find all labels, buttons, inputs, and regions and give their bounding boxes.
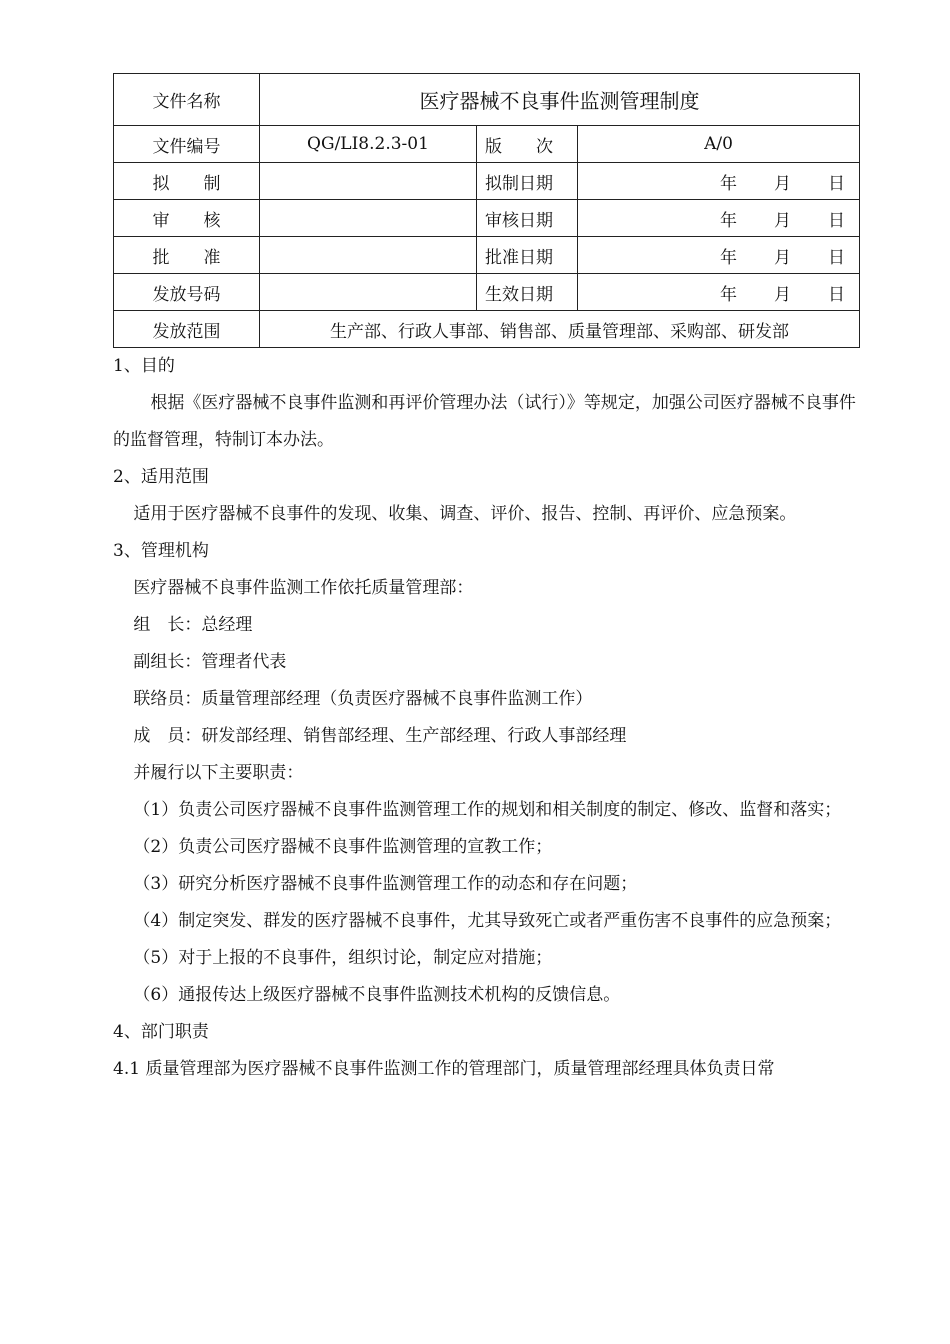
duty-item: （6）通报传达上级医疗器械不良事件监测技术机构的反馈信息。 bbox=[133, 985, 621, 1005]
section-1-text: 根据《医疗器械不良事件监测和再评价管理办法（试行）》等规定，加强公司医疗器械不良事件的监督管理，特制订本办法。 bbox=[113, 393, 856, 450]
draft-date-label: 拟制日期 bbox=[477, 163, 578, 200]
row-approver bbox=[114, 237, 860, 274]
row-issue-no bbox=[114, 274, 860, 311]
section-2-text: 适用于医疗器械不良事件的发现、收集、调查、评价、报告、控制、再评价、应急预案。 bbox=[133, 504, 797, 524]
scope-label: 发放范围 bbox=[114, 311, 260, 348]
drafter-label: 拟 制 bbox=[114, 163, 260, 200]
effective-date-label: 生效日期 bbox=[477, 274, 578, 311]
document-body bbox=[113, 348, 859, 1088]
draft-date-value: 年 月 日 bbox=[578, 163, 860, 200]
doc-no-label: 文件编号 bbox=[114, 126, 260, 163]
row-scope bbox=[114, 311, 860, 348]
document-control-table bbox=[113, 73, 860, 348]
section-4-title: 4、部门职责 bbox=[113, 1022, 209, 1042]
section-3-deputy: 副组长：管理者代表 bbox=[133, 652, 287, 672]
section-1-title: 1、目的 bbox=[113, 356, 175, 376]
doc-name-label: 文件名称 bbox=[114, 74, 260, 126]
section-3-duties-intro: 并履行以下主要职责： bbox=[133, 763, 304, 783]
section-4-1-text: 4.1 质量管理部为医疗器械不良事件监测工作的管理部门，质量管理部经理具体负责日常 bbox=[113, 1059, 775, 1079]
approver-label: 批 准 bbox=[114, 237, 260, 274]
row-drafter bbox=[114, 163, 860, 200]
doc-no-value: QG/LI8.2.3-01 bbox=[260, 126, 477, 163]
version-label: 版 次 bbox=[477, 126, 578, 163]
duty-item: （2）负责公司医疗器械不良事件监测管理的宣教工作； bbox=[133, 837, 553, 857]
duty-item: （3）研究分析医疗器械不良事件监测管理工作的动态和存在问题； bbox=[133, 874, 638, 894]
approve-date-label: 批准日期 bbox=[477, 237, 578, 274]
section-3-intro: 医疗器械不良事件监测工作依托质量管理部： bbox=[133, 578, 474, 598]
row-reviewer bbox=[114, 200, 860, 237]
drafter-value bbox=[260, 163, 477, 200]
section-3-members: 成 员：研发部经理、销售部经理、生产部经理、行政人事部经理 bbox=[133, 726, 627, 746]
section-2-title: 2、适用范围 bbox=[113, 467, 209, 487]
review-date-label: 审核日期 bbox=[477, 200, 578, 237]
issue-no-label: 发放号码 bbox=[114, 274, 260, 311]
issue-no-value bbox=[260, 274, 477, 311]
duty-item: （1）负责公司医疗器械不良事件监测管理工作的规划和相关制度的制定、修改、监督和落实； bbox=[133, 800, 842, 820]
row-doc-no bbox=[114, 126, 860, 163]
section-3-liaison: 联络员：质量管理部经理（负责医疗器械不良事件监测工作） bbox=[133, 689, 593, 709]
approver-value bbox=[260, 237, 477, 274]
approve-date-value: 年 月 日 bbox=[578, 237, 860, 274]
row-doc-name bbox=[114, 74, 860, 126]
duty-item: （5）对于上报的不良事件，组织讨论，制定应对措施； bbox=[133, 948, 553, 968]
review-date-value: 年 月 日 bbox=[578, 200, 860, 237]
version-value: A/0 bbox=[578, 126, 860, 163]
reviewer-value bbox=[260, 200, 477, 237]
scope-value: 生产部、行政人事部、销售部、质量管理部、采购部、研发部 bbox=[260, 311, 860, 348]
section-3-title: 3、管理机构 bbox=[113, 541, 209, 561]
section-3-leader: 组 长：总经理 bbox=[133, 615, 253, 635]
effective-date-value: 年 月 日 bbox=[578, 274, 860, 311]
reviewer-label: 审 核 bbox=[114, 200, 260, 237]
doc-name-value: 医疗器械不良事件监测管理制度 bbox=[260, 74, 860, 126]
duty-item: （4）制定突发、群发的医疗器械不良事件，尤其导致死亡或者严重伤害不良事件的应急预案； bbox=[133, 911, 842, 931]
